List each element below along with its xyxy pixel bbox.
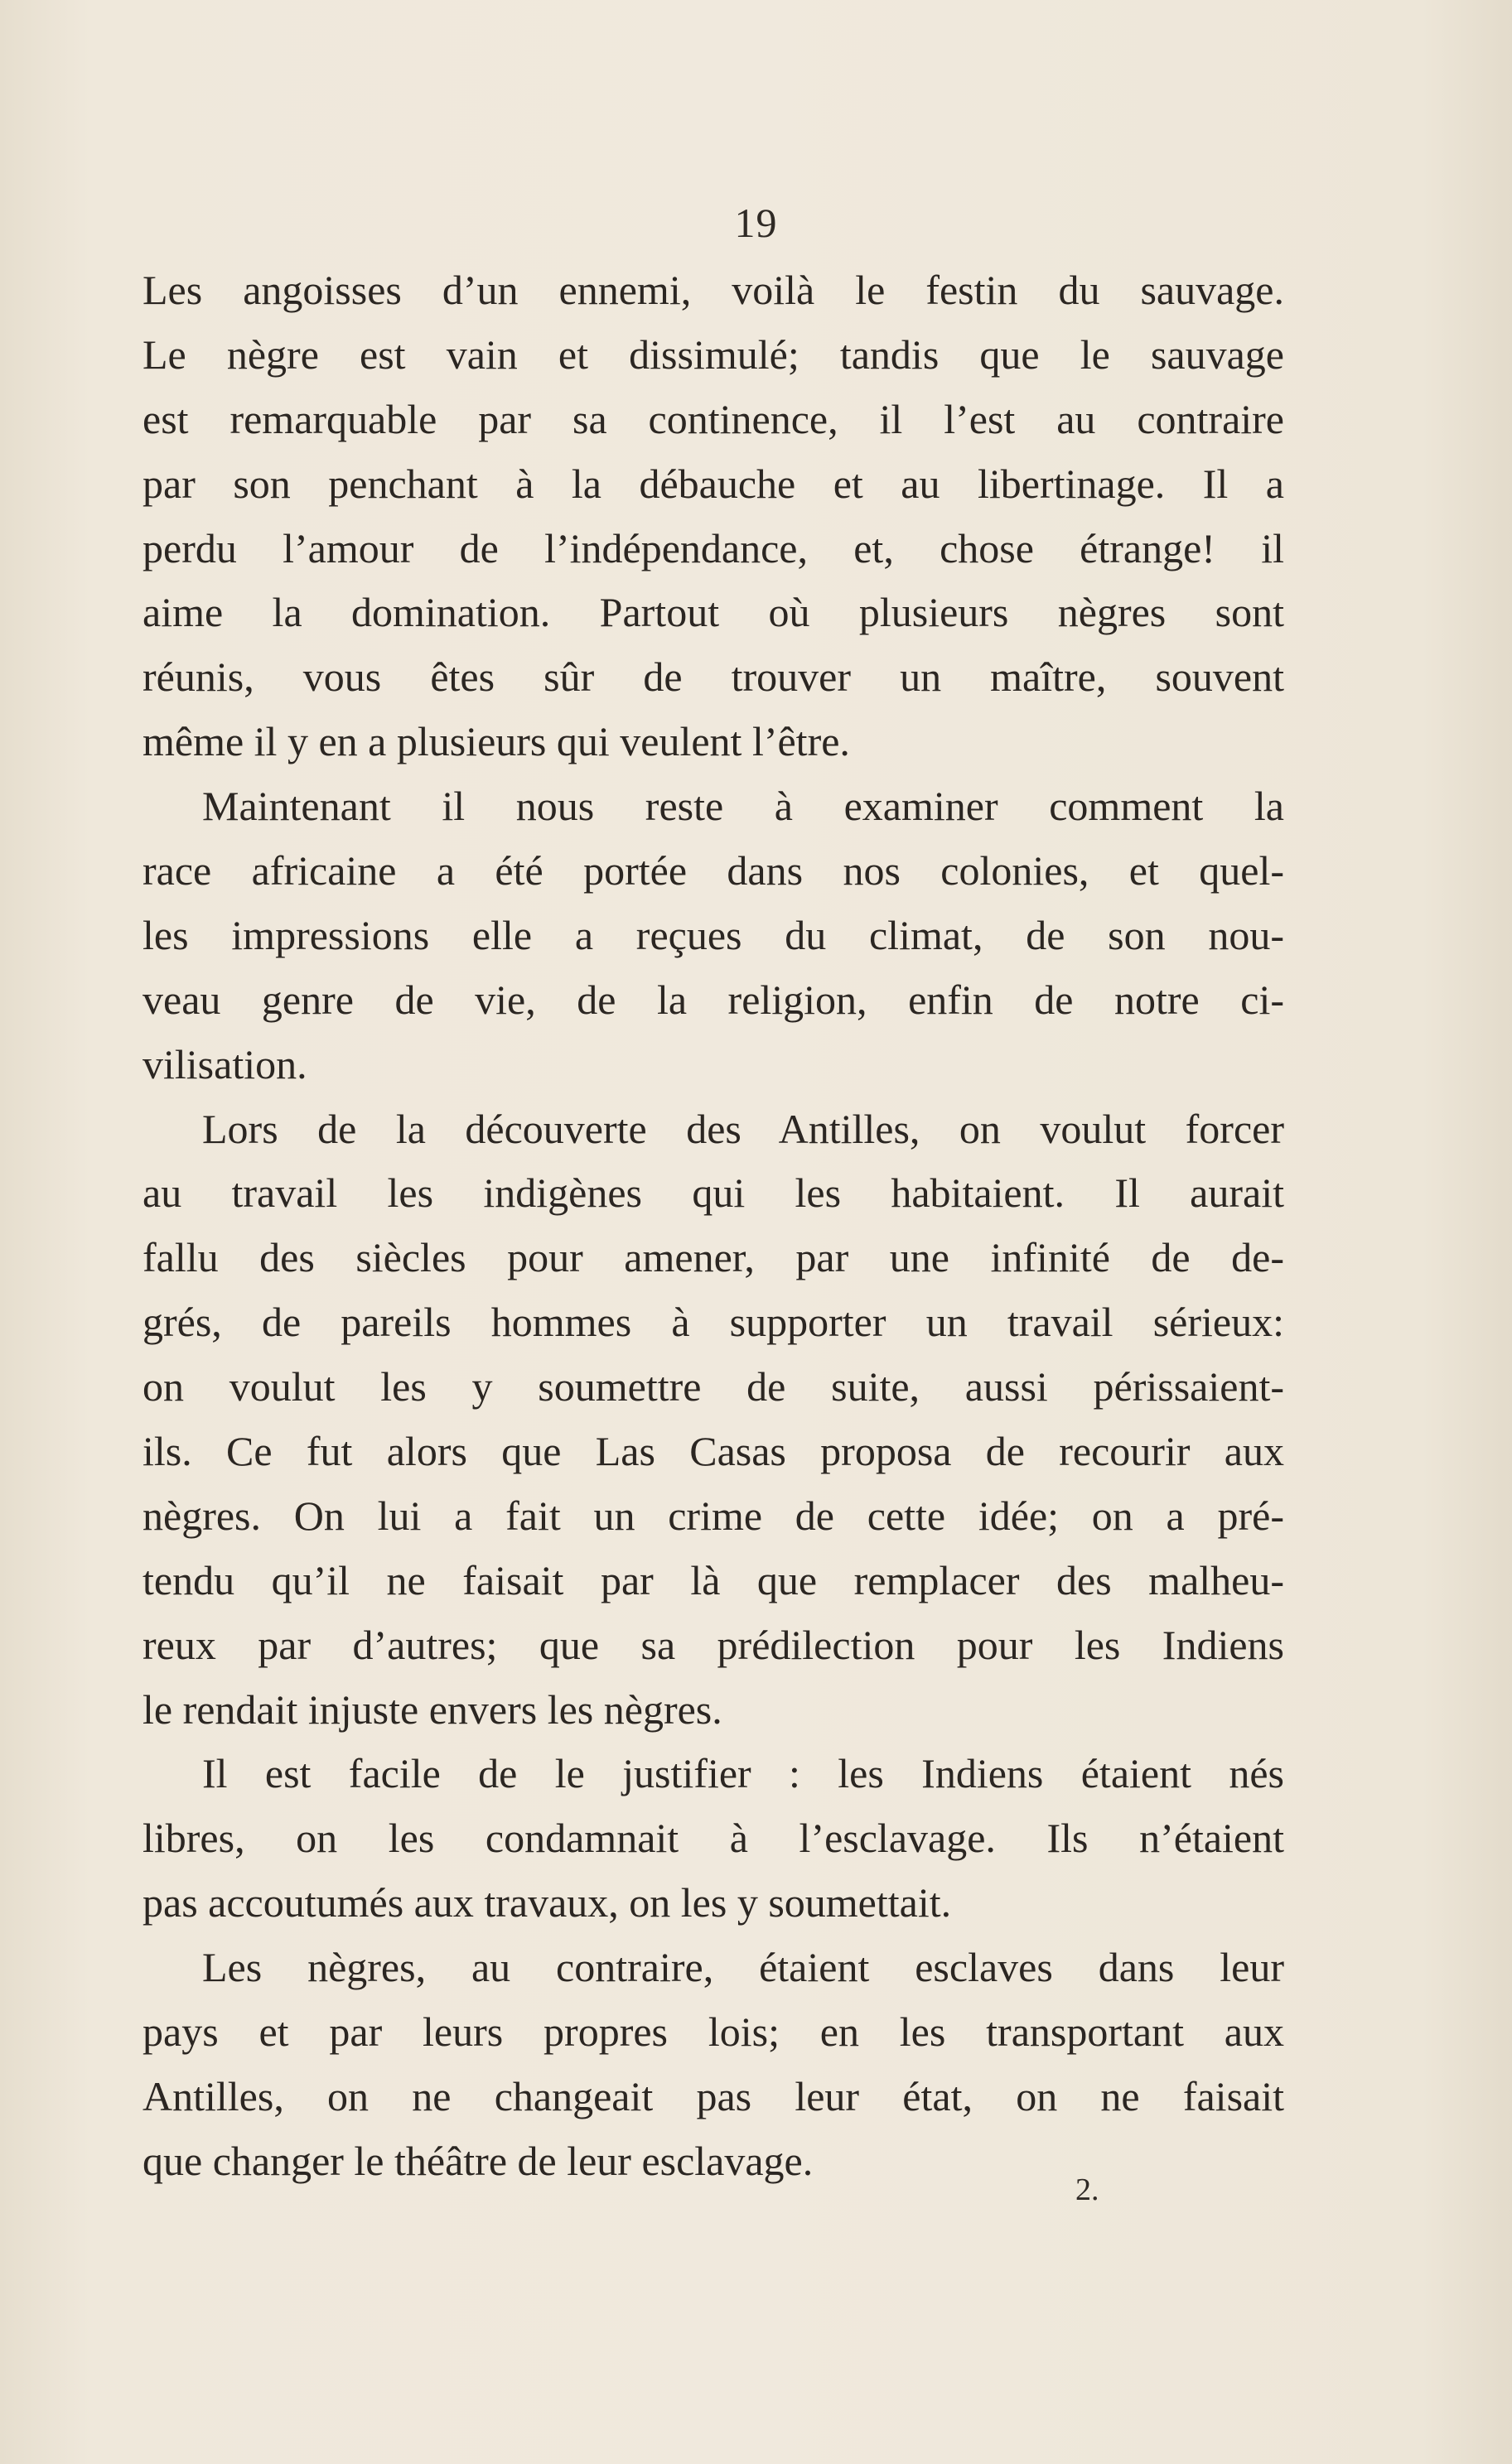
text-line: pas accoutumés aux travaux, on les y soumettait. bbox=[143, 1879, 952, 1926]
signature-mark: 2. bbox=[1075, 2172, 1099, 2207]
text-line: Antilles, on ne changeait pas leur état, on ne faisait bbox=[143, 2072, 1284, 2119]
text-line: pays et par leurs propres lois; en les transportant aux bbox=[143, 2008, 1284, 2056]
text-line: reux par d’autres; que sa prédilection pour les Indiens bbox=[143, 1621, 1284, 1668]
text-line: est remarquable par sa continence, il l’est au contraire bbox=[143, 395, 1284, 442]
text-line: aime la domination. Partout où plusieurs nègres sont bbox=[143, 589, 1284, 636]
text-line: ils. Ce fut alors que Las Casas proposa de recourir aux bbox=[143, 1428, 1284, 1475]
text-line: tendu qu’il ne faisait par là que remplacer des malheu- bbox=[143, 1556, 1284, 1603]
text-line: par son penchant à la débauche et au libertinage. Il a bbox=[143, 460, 1284, 507]
text-line: vilisation. bbox=[143, 1040, 307, 1087]
text-line: perdu l’amour de l’indépendance, et, chose étrange! il bbox=[143, 524, 1284, 571]
text-line: réunis, vous êtes sûr de trouver un maître, souvent bbox=[143, 653, 1284, 701]
text-line: Lors de la découverte des Antilles, on voulut forcer bbox=[202, 1105, 1284, 1152]
text-line: que changer le théâtre de leur esclavage. bbox=[143, 2137, 814, 2184]
text-line: grés, de pareils hommes à supporter un travail sérieux: bbox=[143, 1299, 1284, 1346]
text-line: au travail les indigènes qui les habitaient. Il aurait bbox=[143, 1169, 1284, 1217]
text-line: libres, on les condamnait à l’esclavage. Ils n’étaient bbox=[143, 1815, 1284, 1862]
text-line: race africaine a été portée dans nos colonies, et quel- bbox=[143, 847, 1284, 894]
text-line: le rendait injuste envers les nègres. bbox=[143, 1685, 722, 1733]
body-text bbox=[143, 258, 1284, 2194]
text-line: Il est facile de le justifier : les Indiens étaient nés bbox=[202, 1750, 1284, 1797]
text-line: veau genre de vie, de la religion, enfin de notre ci- bbox=[143, 976, 1284, 1023]
text-line: Les angoisses d’un ennemi, voilà le festin du sauvage. bbox=[143, 267, 1284, 313]
text-line: Les nègres, au contraire, étaient esclaves dans leur bbox=[202, 1944, 1284, 1991]
text-line: nègres. On lui a fait un crime de cette idée; on a pré- bbox=[143, 1492, 1284, 1539]
text-line: Le nègre est vain et dissimulé; tandis que le sauvage bbox=[143, 330, 1284, 378]
text-line: on voulut les y soumettre de suite, aussi périssaient- bbox=[143, 1363, 1284, 1410]
text-line: Maintenant il nous reste à examiner comment la bbox=[202, 783, 1284, 830]
text-line: les impressions elle a reçues du climat, de son nou- bbox=[143, 911, 1284, 958]
text-line: même il y en a plusieurs qui veulent l’être. bbox=[143, 718, 850, 765]
page-number: 19 bbox=[734, 200, 778, 246]
text-line: fallu des siècles pour amener, par une infinité de de- bbox=[143, 1234, 1284, 1281]
